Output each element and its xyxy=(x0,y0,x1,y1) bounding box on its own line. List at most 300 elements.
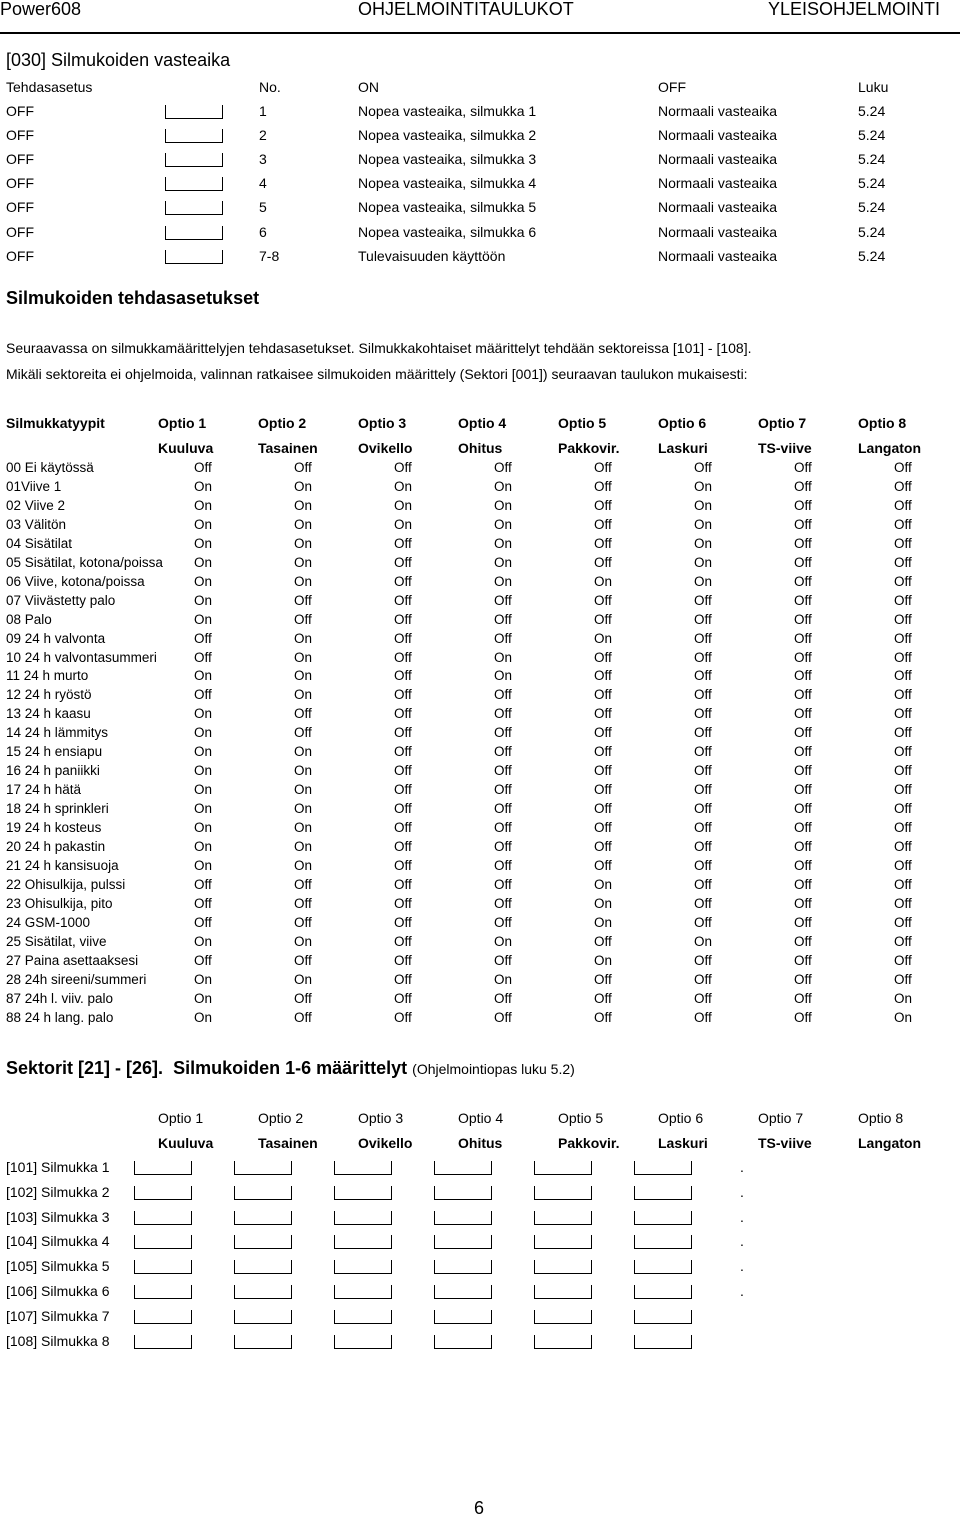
option-value: Off xyxy=(694,649,712,665)
option-value: Off xyxy=(494,1009,512,1025)
row-off-text: Normaali vasteaika xyxy=(658,223,778,240)
option-value: On xyxy=(694,554,713,570)
option-value: Off xyxy=(194,687,212,703)
option-value: On xyxy=(194,592,213,608)
option-entry-box[interactable] xyxy=(534,1310,592,1324)
option-value: Off xyxy=(894,782,912,798)
option-value: Off xyxy=(894,706,912,722)
sector-option-name: Ovikello xyxy=(358,1135,413,1151)
option-value: Off xyxy=(694,857,712,873)
row-default: OFF xyxy=(6,175,34,192)
option-entry-box[interactable] xyxy=(534,1235,592,1249)
option-entry-box[interactable] xyxy=(534,1335,592,1349)
option-entry-box[interactable] xyxy=(334,1211,392,1225)
option-value: Off xyxy=(394,630,412,646)
option-value: On xyxy=(194,535,213,551)
option-value: On xyxy=(294,554,313,570)
option-value: Off xyxy=(794,668,812,684)
row-off-text: Normaali vasteaika xyxy=(658,175,778,192)
option-value: Off xyxy=(794,820,812,836)
option-value: Off xyxy=(794,478,812,494)
option-value: Off xyxy=(694,725,712,741)
option-entry-box[interactable] xyxy=(334,1186,392,1200)
option-entry-box[interactable] xyxy=(434,1211,492,1225)
option-value: On xyxy=(194,744,213,760)
option-value: On xyxy=(494,649,513,665)
option-value: On xyxy=(194,478,213,494)
option-header: Optio 3 xyxy=(358,415,407,431)
option-value: On xyxy=(294,820,313,836)
option-value: Off xyxy=(694,630,712,646)
zone-type-name: 16 24 h paniikki xyxy=(6,763,100,779)
option-value: Off xyxy=(294,895,312,911)
option-entry-box[interactable] xyxy=(634,1235,692,1249)
sector-option-name: Laskuri xyxy=(658,1135,708,1151)
option-value: Off xyxy=(494,857,512,873)
option-entry-box[interactable] xyxy=(234,1235,292,1249)
option-value: Off xyxy=(394,801,412,817)
option-value: Off xyxy=(694,876,712,892)
option-value: Off xyxy=(294,952,312,968)
option-value: On xyxy=(694,516,713,532)
option-value: Off xyxy=(394,1009,412,1025)
option-value: Off xyxy=(894,895,912,911)
option-value: Off xyxy=(794,516,812,532)
option-entry-box[interactable] xyxy=(334,1285,392,1299)
option-entry-box[interactable] xyxy=(534,1161,592,1175)
option-value: On xyxy=(494,497,513,513)
zone-type-name: 06 Viive, kotona/poissa xyxy=(6,573,145,589)
sector-row-label: [107] Silmukka 7 xyxy=(6,1307,110,1324)
option-entry-box[interactable] xyxy=(634,1285,692,1299)
option-entry-box[interactable] xyxy=(134,1186,192,1200)
option-value: Off xyxy=(594,744,612,760)
option-entry-box[interactable] xyxy=(434,1260,492,1274)
option-value: On xyxy=(894,1009,913,1025)
zone-type-name: 87 24h l. viiv. palo xyxy=(6,990,114,1006)
zone-type-name: 15 24 h ensiapu xyxy=(6,744,103,760)
option-value: On xyxy=(294,744,313,760)
option-value: Off xyxy=(494,952,512,968)
option-entry-box[interactable] xyxy=(434,1186,492,1200)
sector-option-name: Pakkovir. xyxy=(558,1135,620,1151)
option-value: Off xyxy=(794,460,812,475)
row-chapter: 5.24 xyxy=(858,127,886,144)
option-value: Off xyxy=(794,857,812,873)
row-off-text: Normaali vasteaika xyxy=(658,247,778,264)
option-value: Off xyxy=(894,630,912,646)
option-value: Off xyxy=(694,763,712,779)
option-value: Off xyxy=(494,801,512,817)
option-value: Off xyxy=(794,649,812,665)
option-entry-box[interactable] xyxy=(634,1310,692,1324)
option-value: On xyxy=(194,668,213,684)
option-entry-box[interactable] xyxy=(334,1310,392,1324)
option-value: Off xyxy=(794,971,812,987)
row-number: 1 xyxy=(259,103,267,119)
sector-row-label: [103] Silmukka 3 xyxy=(6,1208,110,1225)
option-value: On xyxy=(194,857,213,873)
option-value: Off xyxy=(894,914,912,930)
sector-option-header: Optio 5 xyxy=(558,1110,604,1126)
row-number: 7-8 xyxy=(259,247,280,264)
option-entry-box[interactable] xyxy=(534,1211,592,1225)
row-on-text: Nopea vasteaika, silmukka 2 xyxy=(358,127,537,144)
option-entry-box[interactable] xyxy=(534,1260,592,1274)
sector-row-dot: . xyxy=(740,1208,744,1225)
option-entry-box[interactable] xyxy=(234,1211,292,1225)
option-value: Off xyxy=(494,782,512,798)
option-name: Langaton xyxy=(858,440,921,456)
option-value: On xyxy=(294,630,313,646)
option-value: Off xyxy=(794,990,812,1006)
option-value: Off xyxy=(894,933,912,949)
option-value: Off xyxy=(394,573,412,589)
option-value: On xyxy=(694,478,713,494)
option-value: Off xyxy=(594,990,612,1006)
option-entry-box[interactable] xyxy=(234,1260,292,1274)
option-value: Off xyxy=(794,687,812,703)
sector-row-label: [101] Silmukka 1 xyxy=(6,1159,110,1175)
option-value: Off xyxy=(894,952,912,968)
option-entry-box[interactable] xyxy=(134,1161,192,1175)
option-header: Optio 2 xyxy=(258,415,307,431)
option-header: Optio 5 xyxy=(558,415,607,431)
option-entry-box[interactable] xyxy=(634,1260,692,1274)
sector-option-header: Optio 1 xyxy=(158,1110,204,1126)
option-entry-box[interactable] xyxy=(234,1285,292,1299)
option-value: On xyxy=(194,516,213,532)
option-value: Off xyxy=(594,725,612,741)
row-default: OFF xyxy=(6,127,34,144)
option-entry-box[interactable] xyxy=(634,1186,692,1200)
option-value: Off xyxy=(694,914,712,930)
option-value: Off xyxy=(594,933,612,949)
col-header-on: ON xyxy=(358,79,379,95)
option-value: Off xyxy=(294,914,312,930)
option-value: On xyxy=(194,763,213,779)
option-value: On xyxy=(294,497,313,513)
sector-row-label: [102] Silmukka 2 xyxy=(6,1183,110,1200)
option-entry-box[interactable] xyxy=(334,1161,392,1175)
sector-row-dot: . xyxy=(740,1233,744,1250)
option-value: Off xyxy=(294,876,312,892)
option-value: On xyxy=(194,839,213,854)
row-on-text: Tulevaisuuden käyttöön xyxy=(358,247,506,264)
option-value: Off xyxy=(394,460,412,475)
option-value: Off xyxy=(794,839,812,854)
zone-type-name: 03 Välitön xyxy=(6,516,67,532)
option-entry-box[interactable] xyxy=(334,1235,392,1249)
zone-type-name: 02 Viive 2 xyxy=(6,497,66,513)
option-value: Off xyxy=(894,554,912,570)
option-value: Off xyxy=(894,763,912,779)
sector-row-dot: . xyxy=(740,1183,744,1200)
option-value: Off xyxy=(694,592,712,608)
option-value: Off xyxy=(394,895,412,911)
row-number: 2 xyxy=(259,127,267,144)
option-value: Off xyxy=(894,649,912,665)
entry-box[interactable] xyxy=(165,129,223,143)
zone-type-name: 01Viive 1 xyxy=(6,478,62,494)
zone-type-name: 07 Viivästetty palo xyxy=(6,592,116,608)
col-header-no: No. xyxy=(259,79,281,95)
option-value: Off xyxy=(894,516,912,532)
option-entry-box[interactable] xyxy=(434,1235,492,1249)
entry-box[interactable] xyxy=(165,177,223,191)
option-entry-box[interactable] xyxy=(234,1186,292,1200)
option-value: On xyxy=(494,573,513,589)
option-entry-box[interactable] xyxy=(434,1310,492,1324)
option-entry-box[interactable] xyxy=(134,1235,192,1249)
sector-option-header: Optio 4 xyxy=(458,1110,504,1126)
row-off-text: Normaali vasteaika xyxy=(658,199,778,216)
sector-option-header: Optio 7 xyxy=(758,1110,804,1126)
option-entry-box[interactable] xyxy=(134,1211,192,1225)
sectors-title-part2: Silmukoiden 1-6 määrittelyt xyxy=(173,1058,408,1078)
header-center: OHJELMOINTITAULUKOT xyxy=(358,0,574,19)
option-value: Off xyxy=(594,611,612,627)
option-value: Off xyxy=(394,668,412,684)
row-chapter: 5.24 xyxy=(858,199,886,216)
option-value: On xyxy=(494,668,513,684)
option-value: Off xyxy=(494,895,512,911)
option-value: Off xyxy=(594,763,612,779)
option-value: On xyxy=(294,839,313,854)
option-value: Off xyxy=(794,630,812,646)
option-value: On xyxy=(594,914,613,930)
option-entry-box[interactable] xyxy=(634,1211,692,1225)
option-value: On xyxy=(594,630,613,646)
option-value: On xyxy=(494,478,513,494)
sector-row-dot: . xyxy=(740,1283,744,1299)
option-value: Off xyxy=(394,554,412,570)
zone-type-name: 19 24 h kosteus xyxy=(6,820,102,836)
option-value: Off xyxy=(694,820,712,836)
option-entry-box[interactable] xyxy=(234,1335,292,1349)
option-value: Off xyxy=(894,801,912,817)
option-value: Off xyxy=(494,611,512,627)
option-value: Off xyxy=(894,592,912,608)
option-entry-box[interactable] xyxy=(134,1310,192,1324)
option-value: On xyxy=(694,933,713,949)
option-value: Off xyxy=(894,744,912,760)
option-value: On xyxy=(194,725,213,741)
option-value: Off xyxy=(394,933,412,949)
option-entry-box[interactable] xyxy=(334,1260,392,1274)
zone-type-name: 18 24 h sprinkleri xyxy=(6,801,109,817)
option-value: Off xyxy=(494,990,512,1006)
zone-type-name: 27 Paina asettaaksesi xyxy=(6,952,139,968)
option-value: On xyxy=(394,497,413,513)
entry-box[interactable] xyxy=(165,153,223,167)
zone-type-name: 13 24 h kaasu xyxy=(6,706,91,722)
row-off-text: Normaali vasteaika xyxy=(658,151,778,168)
option-entry-box[interactable] xyxy=(134,1335,192,1349)
sector-row-label: [105] Silmukka 5 xyxy=(6,1258,110,1275)
option-value: Off xyxy=(294,460,312,475)
zone-type-name: 17 24 h hätä xyxy=(6,782,82,798)
option-entry-box[interactable] xyxy=(634,1161,692,1175)
col-header-default: Tehdasasetus xyxy=(6,79,93,95)
option-value: On xyxy=(494,971,513,987)
option-value: Off xyxy=(694,744,712,760)
option-value: Off xyxy=(594,820,612,836)
option-name: Laskuri xyxy=(658,440,708,456)
option-value: Off xyxy=(394,820,412,836)
option-value: On xyxy=(294,668,313,684)
option-value: On xyxy=(194,820,213,836)
option-value: On xyxy=(294,535,313,551)
option-value: On xyxy=(394,478,413,494)
entry-box[interactable] xyxy=(165,250,223,264)
option-value: Off xyxy=(594,497,612,513)
option-entry-box[interactable] xyxy=(334,1335,392,1349)
sector-option-name: Tasainen xyxy=(258,1135,318,1151)
option-entry-box[interactable] xyxy=(234,1161,292,1175)
row-chapter: 5.24 xyxy=(858,103,886,119)
option-value: Off xyxy=(394,857,412,873)
sector-option-header: Optio 3 xyxy=(358,1110,404,1126)
zone-type-name: 22 Ohisulkija, pulssi xyxy=(6,876,126,892)
option-value: Off xyxy=(294,611,312,627)
option-value: Off xyxy=(294,1009,312,1025)
option-value: Off xyxy=(394,744,412,760)
header-right: YLEISOHJELMOINTI xyxy=(768,0,941,19)
option-value: On xyxy=(194,611,213,627)
option-value: Off xyxy=(794,706,812,722)
option-value: Off xyxy=(394,782,412,798)
option-value: On xyxy=(194,497,213,513)
option-value: On xyxy=(194,573,213,589)
row-number: 6 xyxy=(259,223,267,240)
option-entry-box[interactable] xyxy=(534,1186,592,1200)
option-value: On xyxy=(894,990,913,1006)
option-entry-box[interactable] xyxy=(134,1260,192,1274)
option-value: Off xyxy=(194,914,212,930)
sector-option-header: Optio 6 xyxy=(658,1110,704,1126)
option-value: On xyxy=(494,516,513,532)
option-name: Tasainen xyxy=(258,440,318,456)
zone-type-name: 28 24h sireeni/summeri xyxy=(6,971,147,987)
option-value: Off xyxy=(894,876,912,892)
zone-type-name: 88 24 h lang. palo xyxy=(6,1009,114,1025)
option-entry-box[interactable] xyxy=(434,1335,492,1349)
sector-row-dot: . xyxy=(740,1258,744,1275)
option-value: Off xyxy=(494,839,512,854)
option-value: Off xyxy=(194,630,212,646)
header-rule xyxy=(0,32,960,34)
option-value: Off xyxy=(394,971,412,987)
option-value: On xyxy=(294,971,313,987)
option-value: Off xyxy=(394,990,412,1006)
option-value: Off xyxy=(494,763,512,779)
option-value: On xyxy=(294,478,313,494)
row-on-text: Nopea vasteaika, silmukka 6 xyxy=(358,223,537,240)
option-value: Off xyxy=(494,687,512,703)
option-value: Off xyxy=(194,895,212,911)
sector-option-name: TS-viive xyxy=(758,1135,812,1151)
entry-box[interactable] xyxy=(165,226,223,240)
entry-box[interactable] xyxy=(165,201,223,215)
option-value: Off xyxy=(794,573,812,589)
zone-type-name: 21 24 h kansisuoja xyxy=(6,857,119,873)
zone-type-name: 11 24 h murto xyxy=(6,668,89,684)
sectors-title xyxy=(6,1058,575,1079)
option-value: On xyxy=(194,706,213,722)
option-value: Off xyxy=(694,687,712,703)
option-value: Off xyxy=(594,592,612,608)
option-value: Off xyxy=(794,1009,812,1025)
col-header-chapter: Luku xyxy=(858,79,889,95)
option-value: On xyxy=(194,801,213,817)
option-value: On xyxy=(694,535,713,551)
option-value: On xyxy=(294,649,313,665)
row-chapter: 5.24 xyxy=(858,247,886,264)
defaults-paragraph-1: Seuraavassa on silmukkamäärittelyjen tehdasasetukset. Silmukkakohtaiset määrittelyt tehdään sektoreissa [101] - [108]. xyxy=(6,340,752,356)
zone-type-name: 08 Palo xyxy=(6,611,52,627)
option-value: Off xyxy=(194,952,212,968)
option-entry-box[interactable] xyxy=(634,1335,692,1349)
option-value: Off xyxy=(594,839,612,854)
option-value: Off xyxy=(794,876,812,892)
row-number: 4 xyxy=(259,175,267,192)
option-header: Optio 4 xyxy=(458,415,507,431)
option-value: Off xyxy=(494,630,512,646)
option-header: Optio 8 xyxy=(858,415,907,431)
option-value: Off xyxy=(594,1009,612,1025)
option-header: Optio 6 xyxy=(658,415,707,431)
row-default: OFF xyxy=(6,151,34,168)
row-default: OFF xyxy=(6,103,34,119)
option-value: On xyxy=(594,895,613,911)
option-value: Off xyxy=(694,952,712,968)
option-value: Off xyxy=(394,876,412,892)
option-value: Off xyxy=(794,801,812,817)
option-entry-box[interactable] xyxy=(434,1161,492,1175)
option-entry-box[interactable] xyxy=(234,1310,292,1324)
option-value: Off xyxy=(894,725,912,741)
option-value: On xyxy=(294,857,313,873)
option-value: On xyxy=(194,782,213,798)
option-value: Off xyxy=(794,933,812,949)
option-value: Off xyxy=(394,725,412,741)
sector-option-header: Optio 8 xyxy=(858,1110,904,1126)
option-value: Off xyxy=(494,876,512,892)
option-value: Off xyxy=(894,857,912,873)
zone-type-name: 09 24 h valvonta xyxy=(6,630,106,646)
option-entry-box[interactable] xyxy=(434,1285,492,1299)
option-value: Off xyxy=(394,592,412,608)
zone-type-name: 04 Sisätilat xyxy=(6,535,73,551)
entry-box[interactable] xyxy=(165,105,223,119)
option-value: Off xyxy=(394,649,412,665)
option-entry-box[interactable] xyxy=(534,1285,592,1299)
row-chapter: 5.24 xyxy=(858,175,886,192)
option-value: Off xyxy=(294,990,312,1006)
option-value: On xyxy=(294,933,313,949)
option-value: Off xyxy=(894,971,912,987)
option-value: Off xyxy=(494,725,512,741)
option-value: Off xyxy=(894,478,912,494)
row-off-text: Normaali vasteaika xyxy=(658,127,778,144)
option-value: Off xyxy=(694,782,712,798)
option-value: On xyxy=(194,1009,213,1025)
option-entry-box[interactable] xyxy=(134,1285,192,1299)
option-value: Off xyxy=(694,611,712,627)
option-value: On xyxy=(294,763,313,779)
option-value: Off xyxy=(894,460,912,475)
